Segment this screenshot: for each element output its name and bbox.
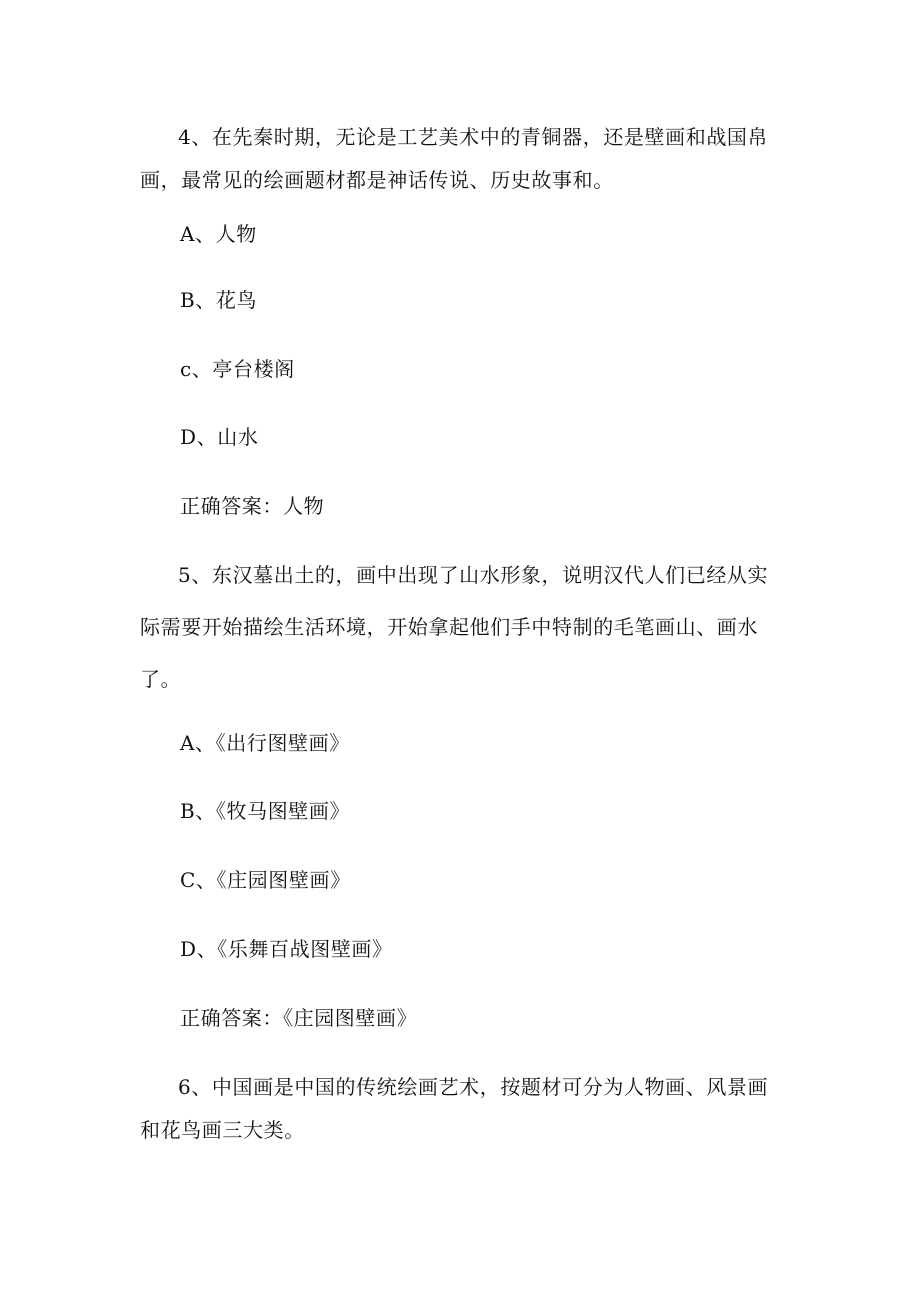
question-5-answer: 正确答案：《庄园图壁画》 (180, 1006, 418, 1030)
question-5-option-a: A、《出行图壁画》 (180, 731, 350, 755)
question-4-text: 4、在先秦时期，无论是工艺美术中的青铜器，还是壁画和战国帛画，最常见的绘画题材都是神话传说、历史故事和。 (140, 125, 769, 192)
question-5-option-b: B、《牧马图壁画》 (180, 799, 351, 823)
question-4-option-a: A、人物 (180, 222, 257, 246)
question-5-option-c: C、《庄园图壁画》 (180, 868, 351, 892)
question-5-text: 5、东汉墓出土的，画中出现了山水形象，说明汉代人们已经从实际需要开始描绘生活环境，开始拿起他们手中特制的毛笔画山、画水了。 (140, 563, 769, 691)
question-5-option-d: D、《乐舞百战图壁画》 (180, 937, 393, 961)
question-6-text: 6、中国画是中国的传统绘画艺术，按题材可分为人物画、风景画和花鸟画三大类。 (140, 1075, 769, 1142)
question-4-option-b: B、花鸟 (180, 288, 258, 312)
question-4-answer: 正确答案：人物 (180, 494, 325, 518)
question-4-option-c: c、亭台楼阁 (180, 357, 295, 381)
question-4-option-d: D、山水 (180, 425, 259, 449)
